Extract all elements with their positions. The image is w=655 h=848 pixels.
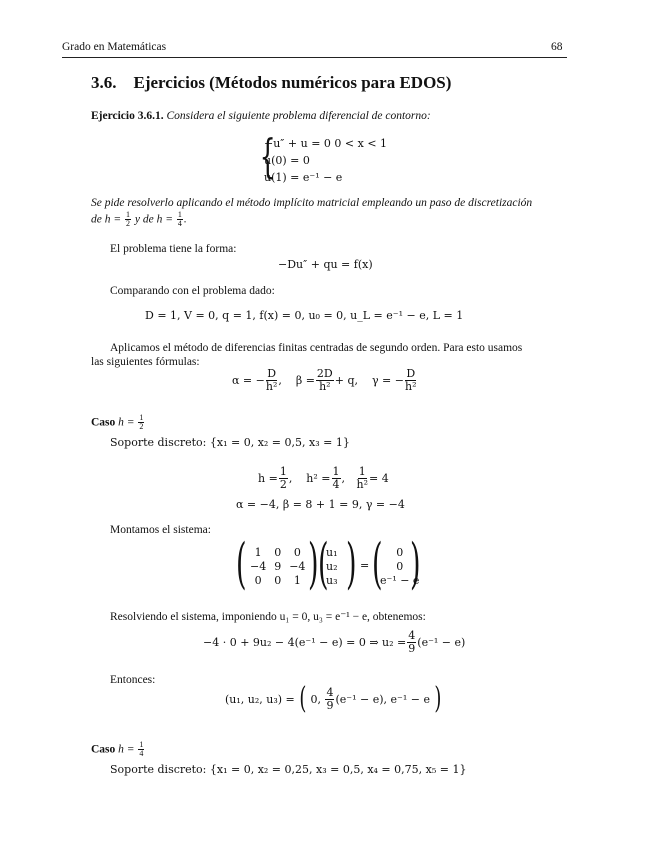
fraction-one-quarter: $\frac{1}{4}$ bbox=[177, 210, 182, 229]
exercise-text: Considera el siguiente problema diferencial de contorno: bbox=[166, 110, 431, 122]
form-equation: −Du″ + qu = f(x) bbox=[278, 258, 373, 271]
rhs-vector: 0 0 e⁻¹ − e bbox=[380, 545, 420, 587]
then-label: Entonces: bbox=[110, 674, 156, 686]
exercise-statement bbox=[91, 110, 431, 122]
section-heading bbox=[91, 73, 451, 93]
header-rule bbox=[62, 57, 567, 58]
system-brace: { bbox=[259, 129, 276, 183]
case-half-support: Soporte discreto: {x₁ = 0, x₂ = 0,5, x₃ = 1} bbox=[110, 436, 350, 449]
unknowns-vector: u₁ u₂ u₃ bbox=[326, 545, 338, 587]
case-half-h-values: h = $\frac{1}{2}$ , h² = $\frac{1}{4}$ , $\frac{1}{\text{h²}}$ = 4 bbox=[258, 465, 389, 491]
coefficient-formulas: α = − $\frac{D}{\text{h²}}$ , β = $\frac{2D}{\text{h²}}$ + q, γ = − $\frac{D}{\text{h²}}$ bbox=[232, 367, 417, 393]
request-line-2: de h = $\frac{1}{2}$ y de h = $\frac{1}{4}$ . bbox=[91, 210, 187, 229]
fraction-one-half: $\frac{1}{2}$ bbox=[126, 210, 130, 229]
case-half-heading: Caso h = $\frac{1}{2}$ bbox=[91, 413, 144, 432]
apply-line-2: las siguientes fórmulas: bbox=[91, 356, 200, 368]
request-line-1: Se pide resolverlo aplicando el método implícito matricial empleando un paso de discretización bbox=[91, 197, 533, 209]
parameters-line: D = 1, V = 0, q = 1, f(x) = 0, u₀ = 0, u_L = e⁻¹ − e, L = 1 bbox=[145, 309, 464, 322]
system-eq-2: u(0) = 0 bbox=[264, 154, 310, 167]
case-quarter-support: Soporte discreto: {x₁ = 0, x₂ = 0,25, x₃ = 0,5, x₄ = 0,75, x₅ = 1} bbox=[110, 763, 467, 776]
exercise-label: Ejercicio 3.6.1. bbox=[91, 110, 164, 122]
form-intro: El problema tiene la forma: bbox=[110, 243, 237, 255]
section-number: 3.6. bbox=[91, 73, 117, 92]
system-eq-1: −u″ + u = 0 0 < x < 1 bbox=[264, 137, 388, 150]
solve-equation: −4 · 0 + 9u₂ − 4(e⁻¹ − e) = 0 ⇒ u₂ = $\frac{4}{9}$ (e⁻¹ − e) bbox=[203, 629, 466, 655]
section-title: Ejercicios (Métodos numéricos para EDOS) bbox=[133, 73, 452, 92]
compare-intro: Comparando con el problema dado: bbox=[110, 285, 275, 297]
solve-intro: Resolviendo el sistema, imponiendo u₁ = 0, u₃ = e⁻¹ − e, obtenemos: bbox=[110, 611, 426, 623]
coefficient-matrix: 1 0 0 −4 9 −4 0 0 1 bbox=[250, 545, 306, 587]
case-half-coefficients: α = −4, β = 8 + 1 = 9, γ = −4 bbox=[236, 498, 405, 511]
system-eq-3: u(1) = e⁻¹ − e bbox=[264, 171, 343, 184]
case-quarter-heading: Caso h = $\frac{1}{4}$ bbox=[91, 740, 144, 759]
system-intro: Montamos el sistema: bbox=[110, 524, 211, 536]
running-header-left: Grado en Matemáticas bbox=[62, 41, 167, 53]
result-equation: (u₁, u₂, u₃) = ( 0, $\frac{4}{9}$ (e⁻¹ − e), e⁻¹ − e ) bbox=[225, 681, 442, 716]
apply-line-1: Aplicamos el método de diferencias finitas centradas de segundo orden. Para esto usamos bbox=[110, 342, 523, 354]
page-number: 68 bbox=[551, 41, 563, 53]
